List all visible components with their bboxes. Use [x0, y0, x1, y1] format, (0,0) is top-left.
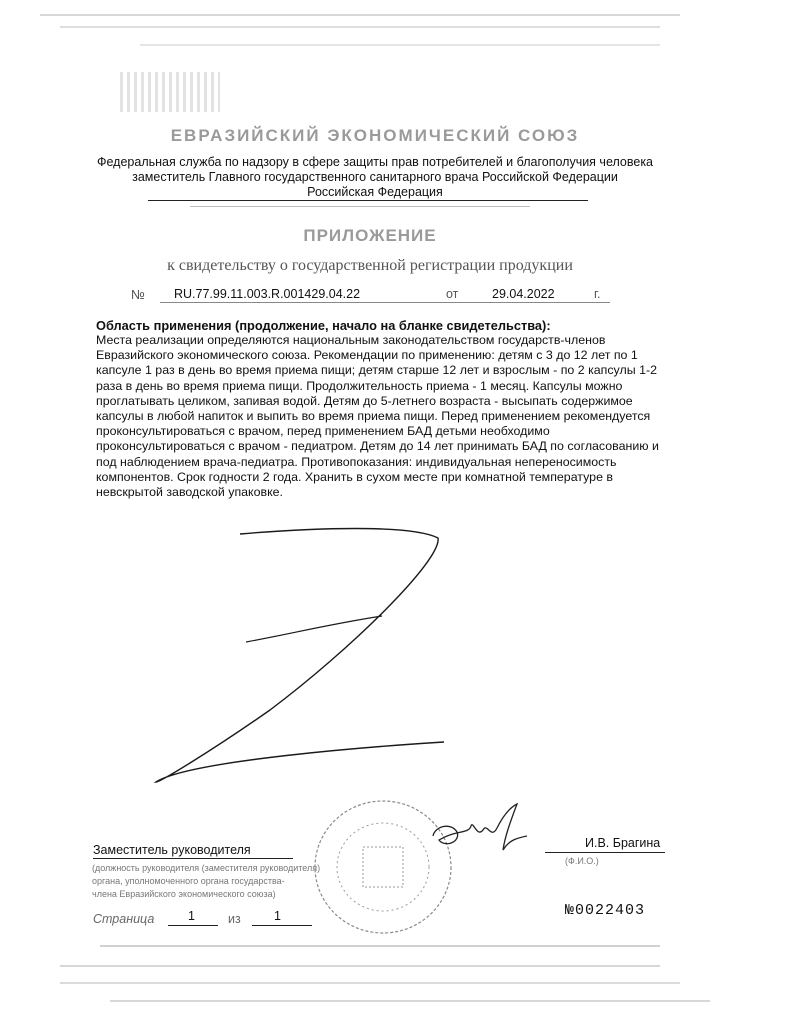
section-heading: Область применения (продолжение, начало на бланке свидетельства):: [96, 318, 551, 333]
position-note-3: члена Евразийского экономического союза): [92, 889, 276, 899]
stamp-center: [363, 847, 403, 887]
position-underline: [93, 858, 293, 859]
registration-number: RU.77.99.11.003.R.001429.04.22: [174, 287, 361, 301]
position-note-1: (должность руководителя (заместителя руководителя): [92, 863, 321, 873]
header-underline: [148, 200, 588, 201]
section-text: Места реализации определяются национальным законодательством государств-членов Евразийского экономического союза. Рекомендации по применению: детям с 3 до 12 лет по 1 капсуле 1 раз в день во время приема пищи; детям старше 12 лет и взрослым - по 2 капсулы 1-2 раза в день во время приема пищи. Продолжительность приема - 1 месяц. Капсулы можно проглатывать целиком, запивая водой. Детям до 5-летнего возраста - высыпать содержимое капсулы в любой напиток и выпить во время приема пищи. Перед применением рекомендуется проконсультироваться с врачом, перед применением БАД детьми необходимо проконсультироваться с врачом - педиатром. Детям до 14 лет принимать БАД по согласованию и под наблюдением врача-педиатра. Противопоказания: индивидуальная непереносимость компонентов. Срок годности 2 года. Хранить в сухом месте при комнатной температуре в невскрытой заводской упаковке.: [96, 333, 659, 500]
number-prefix: №: [131, 287, 145, 302]
deputy-title: заместитель Главного государственного санитарного врача Российской Федерации: [132, 170, 618, 184]
registration-date: 29.04.2022: [492, 287, 555, 301]
signature-stroke: [433, 804, 527, 850]
scan-artifact-header: [190, 206, 530, 207]
scan-artifact-top: [60, 26, 660, 28]
scan-artifact-top: [140, 44, 660, 46]
signer-position: Заместитель руководителя: [93, 843, 251, 857]
z-crossbar-stroke: [246, 616, 382, 642]
of-word: из: [228, 912, 241, 926]
handwritten-signature: [425, 800, 535, 860]
appendix-title: ПРИЛОЖЕНИЕ: [303, 226, 437, 245]
position-note-2: органа, уполномоченного органа государства-: [92, 876, 285, 886]
z-strikeout-mark: [150, 520, 450, 790]
page-number: 1: [188, 909, 195, 923]
total-pages-underline: [252, 925, 312, 926]
scan-artifact-bottom: [60, 965, 660, 967]
country-name: Российская Федерация: [307, 185, 443, 199]
appendix-subtitle: к свидетельству о государственной регистрации продукции: [167, 257, 573, 274]
total-pages: 1: [274, 909, 281, 923]
serial-number: №0022403: [565, 902, 646, 919]
scan-artifact-bottom: [110, 1000, 710, 1002]
scan-artifact-top: [40, 14, 680, 16]
scan-artifact-bottom: [100, 945, 660, 947]
z-strikeout-stroke: [156, 529, 444, 783]
year-suffix: г.: [594, 287, 601, 301]
emblem-mark: [120, 72, 220, 112]
page-word: Страница: [93, 912, 155, 926]
signer-name: И.В. Брагина: [585, 836, 661, 850]
number-underline: [160, 302, 610, 303]
name-underline: [545, 852, 665, 853]
union-name: ЕВРАЗИЙСКИЙ ЭКОНОМИЧЕСКИЙ СОЮЗ: [170, 126, 580, 145]
agency-name: Федеральная служба по надзору в сфере защиты прав потребителей и благополучия человека: [96, 155, 654, 169]
from-word: от: [446, 287, 459, 301]
page-number-underline: [168, 925, 218, 926]
scan-artifact-bottom: [60, 982, 680, 984]
name-note: (Ф.И.О.): [565, 856, 599, 866]
stamp-inner-ring: [337, 823, 429, 911]
